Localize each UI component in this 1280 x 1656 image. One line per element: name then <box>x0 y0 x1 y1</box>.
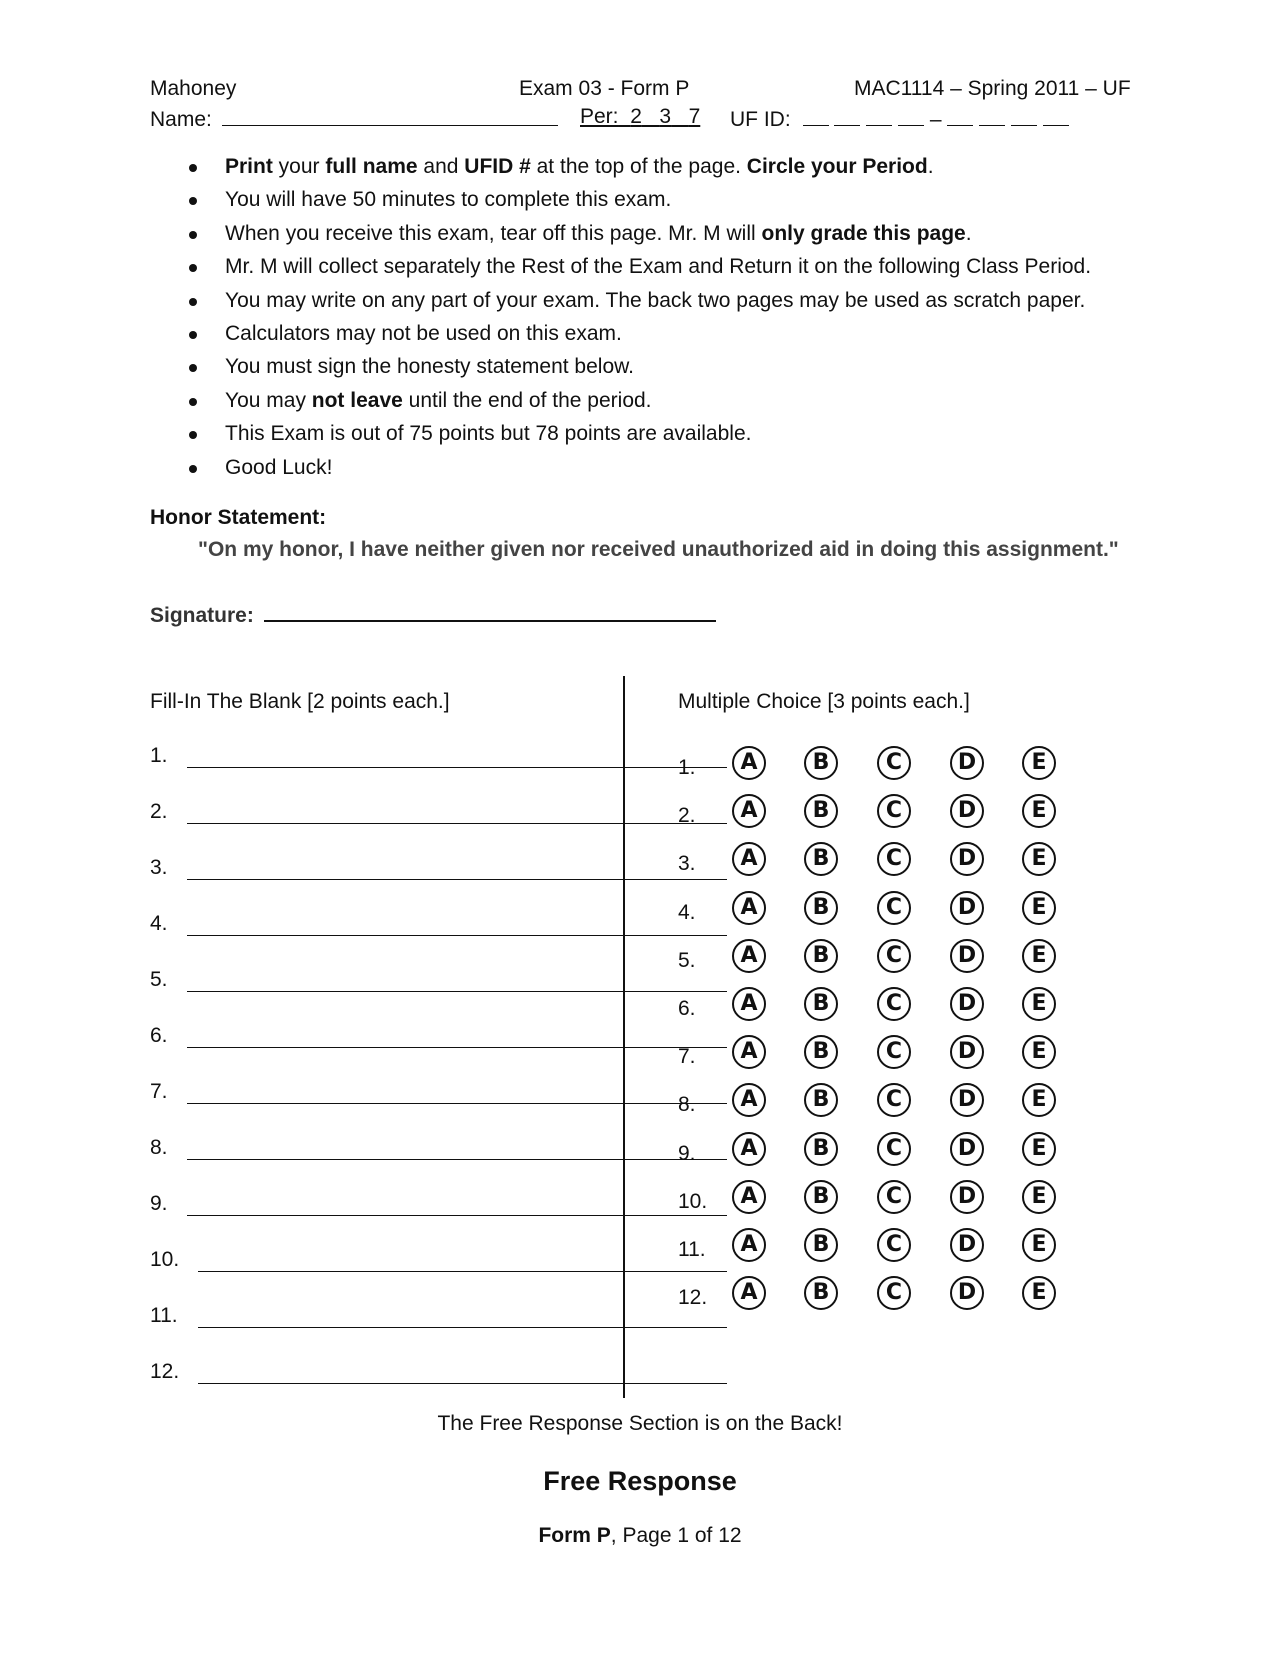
answer-bubble-d[interactable]: D <box>950 1276 984 1310</box>
answer-bubble-a[interactable]: A <box>732 842 766 876</box>
answer-bubble-c[interactable]: C <box>877 842 911 876</box>
answer-bubble-d[interactable]: D <box>950 939 984 973</box>
answer-blank[interactable] <box>198 1327 727 1328</box>
answer-blank[interactable] <box>187 1103 727 1104</box>
ufid-dash: – <box>929 108 942 131</box>
answer-bubble-b[interactable]: B <box>804 1132 838 1166</box>
answer-bubble-b[interactable]: B <box>804 794 838 828</box>
answer-bubble-c[interactable]: C <box>877 1083 911 1117</box>
bullet-icon <box>189 465 197 473</box>
answer-bubble-a[interactable]: A <box>732 794 766 828</box>
instruction-item: You may not leave until the end of the period. <box>180 384 1091 417</box>
answer-bubble-a[interactable]: A <box>732 1083 766 1117</box>
fill-in-number: 11. <box>150 1304 178 1327</box>
answer-bubble-d[interactable]: D <box>950 746 984 780</box>
question-number: 4. <box>678 900 696 924</box>
instruction-item: This Exam is out of 75 points but 78 points are available. <box>180 417 1091 450</box>
question-number: 3. <box>678 852 696 876</box>
answer-bubble-e[interactable]: E <box>1022 746 1056 780</box>
instruction-item: You must sign the honesty statement below. <box>180 350 1091 383</box>
fill-in-number: 4. <box>150 912 168 935</box>
answer-bubble-d[interactable]: D <box>950 1083 984 1117</box>
answer-blank[interactable] <box>187 767 727 768</box>
answer-bubble-b[interactable]: B <box>804 746 838 780</box>
answer-bubble-c[interactable]: C <box>877 1180 911 1214</box>
answer-blank[interactable] <box>198 1271 727 1272</box>
answer-bubble-b[interactable]: B <box>804 1276 838 1310</box>
answer-bubble-d[interactable]: D <box>950 1035 984 1069</box>
answer-bubble-b[interactable]: B <box>804 891 838 925</box>
question-number: 5. <box>678 948 696 972</box>
bullet-icon <box>189 231 197 239</box>
answer-blank[interactable] <box>187 879 727 880</box>
answer-bubble-d[interactable]: D <box>950 1228 984 1262</box>
answer-bubble-a[interactable]: A <box>732 987 766 1021</box>
answer-blank[interactable] <box>187 935 727 936</box>
name-field[interactable] <box>150 105 558 132</box>
fill-in-number: 8. <box>150 1136 168 1159</box>
answer-bubble-a[interactable]: A <box>732 1276 766 1310</box>
answer-bubble-b[interactable]: B <box>804 939 838 973</box>
answer-bubble-c[interactable]: C <box>877 987 911 1021</box>
answer-blank[interactable] <box>187 991 727 992</box>
period-option[interactable]: 2 <box>630 105 642 128</box>
instruction-item: When you receive this exam, tear off this page. Mr. M will only grade this page. <box>180 217 1091 250</box>
page-footer <box>0 1524 1280 1548</box>
answer-bubble-a[interactable]: A <box>732 1035 766 1069</box>
form-label: Form P <box>538 1524 611 1547</box>
ufid-field[interactable] <box>730 105 1069 132</box>
answer-bubble-e[interactable]: E <box>1022 1083 1056 1117</box>
multiple-choice-title: Multiple Choice [3 points each.] <box>678 690 970 713</box>
bullet-icon <box>189 164 197 172</box>
name-blank[interactable] <box>222 105 558 126</box>
instructions-list <box>180 150 1091 484</box>
answer-blank[interactable] <box>198 1383 727 1384</box>
exam-title: Exam 03 - Form P <box>519 77 690 100</box>
answer-bubble-c[interactable]: C <box>877 1228 911 1262</box>
bullet-icon <box>189 331 197 339</box>
answer-bubble-e[interactable]: E <box>1022 1132 1056 1166</box>
fill-in-number: 12. <box>150 1360 180 1383</box>
question-number: 6. <box>678 997 696 1020</box>
author-name: Mahoney <box>150 77 237 100</box>
ufid-label: UF ID: <box>730 108 791 131</box>
answer-bubble-a[interactable]: A <box>732 1228 766 1262</box>
question-number: 2. <box>678 804 696 828</box>
bullet-icon <box>189 197 197 205</box>
answer-bubble-e[interactable]: E <box>1022 1228 1056 1262</box>
page-number: , Page 1 of 12 <box>610 1524 742 1547</box>
name-label: Name: <box>150 108 212 131</box>
instruction-item: Good Luck! <box>180 451 1091 484</box>
answer-bubble-e[interactable]: E <box>1022 939 1056 973</box>
honor-quote: "On my honor, I have neither given nor received unauthorized aid in doing this assignment." <box>198 538 1119 561</box>
question-number: 11. <box>678 1238 706 1261</box>
answer-bubble-c[interactable]: C <box>877 1132 911 1166</box>
fill-in-number: 6. <box>150 1024 168 1047</box>
bullet-icon <box>189 264 197 272</box>
answer-bubble-e[interactable]: E <box>1022 891 1056 925</box>
answer-bubble-b[interactable]: B <box>804 1083 838 1117</box>
fill-in-number: 5. <box>150 968 168 991</box>
section-divider <box>623 676 625 1398</box>
honor-title: Honor Statement: <box>150 506 327 529</box>
signature-field[interactable] <box>150 600 716 628</box>
fill-in-number: 1. <box>150 744 168 767</box>
fill-in-number: 3. <box>150 856 168 879</box>
answer-bubble-c[interactable]: C <box>877 891 911 925</box>
instruction-item: Mr. M will collect separately the Rest of the Exam and Return it on the following Class Period. <box>180 250 1091 283</box>
answer-bubble-d[interactable]: D <box>950 987 984 1021</box>
bullet-icon <box>189 398 197 406</box>
answer-bubble-c[interactable]: C <box>877 746 911 780</box>
instruction-item: You will have 50 minutes to complete this exam. <box>180 183 1091 216</box>
answer-bubble-d[interactable]: D <box>950 794 984 828</box>
period-option[interactable]: 7 <box>688 105 701 128</box>
period-option[interactable]: 3 <box>659 105 672 128</box>
question-number: 7. <box>678 1045 696 1069</box>
answer-bubble-d[interactable]: D <box>950 1180 984 1214</box>
answer-bubble-b[interactable]: B <box>804 987 838 1021</box>
fill-in-number: 7. <box>150 1080 168 1103</box>
fill-in-number: 9. <box>150 1192 168 1215</box>
question-number: 9. <box>678 1141 696 1165</box>
answer-bubble-d[interactable]: D <box>950 891 984 925</box>
answer-blank[interactable] <box>187 1215 727 1216</box>
course-label: MAC1114 – Spring 2011 – UF <box>854 77 1131 100</box>
answer-bubble-e[interactable]: E <box>1022 1035 1056 1069</box>
instruction-item: Calculators may not be used on this exam. <box>180 317 1091 350</box>
bullet-icon <box>189 298 197 306</box>
answer-bubble-a[interactable]: A <box>732 746 766 780</box>
period-label: Per: <box>580 105 619 128</box>
answer-bubble-c[interactable]: C <box>877 794 911 828</box>
fill-in-number: 10. <box>150 1248 180 1271</box>
question-number: 12. <box>678 1286 708 1310</box>
answer-bubble-a[interactable]: A <box>732 891 766 925</box>
answer-bubble-e[interactable]: E <box>1022 842 1056 876</box>
answer-bubble-c[interactable]: C <box>877 1035 911 1069</box>
answer-bubble-a[interactable]: A <box>732 1180 766 1214</box>
answer-blank[interactable] <box>187 823 727 824</box>
answer-blank[interactable] <box>187 1047 727 1048</box>
instruction-item: Print your full name and UFID # at the top of the page. Circle your Period. <box>180 150 1091 183</box>
answer-bubble-b[interactable]: B <box>804 1180 838 1214</box>
answer-bubble-b[interactable]: B <box>804 842 838 876</box>
answer-bubble-e[interactable]: E <box>1022 1180 1056 1214</box>
fill-in-number: 2. <box>150 800 168 823</box>
answer-bubble-e[interactable]: E <box>1022 1276 1056 1310</box>
answer-bubble-a[interactable]: A <box>732 1132 766 1166</box>
answer-bubble-e[interactable]: E <box>1022 987 1056 1021</box>
answer-bubble-b[interactable]: B <box>804 1228 838 1262</box>
answer-bubble-e[interactable]: E <box>1022 794 1056 828</box>
fill-in-title: Fill-In The Blank [2 points each.] <box>150 690 450 713</box>
question-number: 10. <box>678 1189 708 1213</box>
question-number: 8. <box>678 1093 696 1117</box>
free-response-heading: Free Response <box>543 1466 737 1496</box>
instruction-item: You may write on any part of your exam. The back two pages may be used as scratch paper. <box>180 284 1091 317</box>
answer-bubble-a[interactable]: A <box>732 939 766 973</box>
answer-bubble-c[interactable]: C <box>877 1276 911 1310</box>
question-number: 1. <box>678 756 696 779</box>
bullet-icon <box>189 364 197 372</box>
answer-blank[interactable] <box>187 1159 727 1160</box>
free-response-note: The Free Response Section is on the Back! <box>437 1412 843 1435</box>
answer-bubble-d[interactable]: D <box>950 842 984 876</box>
signature-label: Signature: <box>150 604 254 627</box>
answer-bubble-d[interactable]: D <box>950 1132 984 1166</box>
answer-bubble-c[interactable]: C <box>877 939 911 973</box>
signature-blank[interactable] <box>264 600 716 622</box>
period-selector[interactable] <box>580 105 700 129</box>
answer-bubble-b[interactable]: B <box>804 1035 838 1069</box>
bullet-icon <box>189 431 197 439</box>
